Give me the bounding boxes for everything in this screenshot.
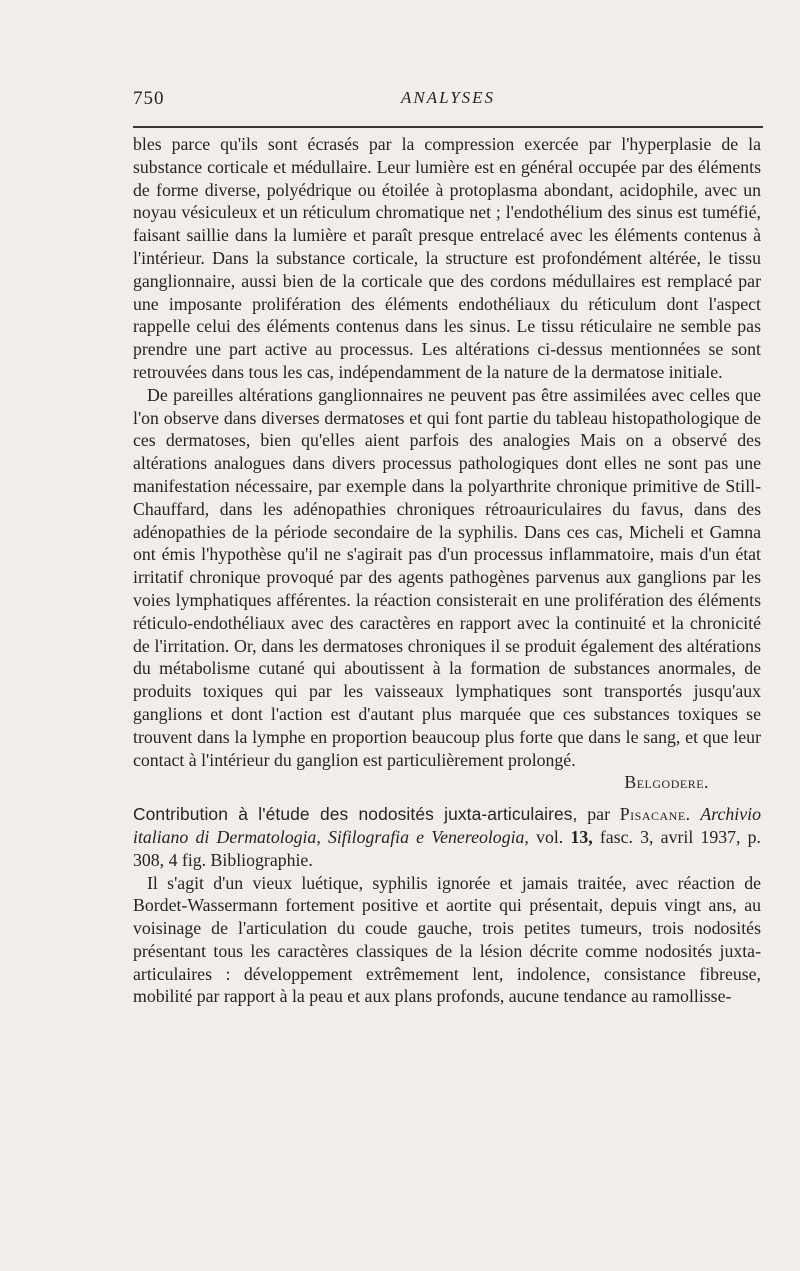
volume-label: vol. <box>536 826 564 847</box>
article-author: Pisacane. <box>619 804 691 825</box>
article-paragraph-1: Il s'agit d'un vieux luétique, syphilis ignorée et jamais traitée, avec réaction de Bordet-Wassermann fortement positive et aortite qui présentait, depuis vingt ans, au voisinage de l'articulation du coude gauche, trois petites tumeurs, trois nodosités présentant tous les caractères classiques de la lésion décrite comme nodosités juxta-articulaires : développement extrêmement lent, indolence, consistance fibreuse, mobilité par rapport à la peau et aux plans profonds, aucune tendance au ramollisse- <box>133 872 761 1007</box>
page-number: 750 <box>133 88 165 109</box>
header-rule <box>133 126 763 128</box>
article-heading <box>133 803 761 871</box>
running-title: ANALYSES <box>400 88 496 107</box>
citation-details: fasc. 3, avril 1937, p. 308, 4 fig. Bibliographie. <box>133 826 761 870</box>
reviewer-signature: Belgodere. <box>624 772 709 793</box>
volume-number: 13, <box>570 826 593 847</box>
article-title: Contribution à l'étude des nodosités juxta-articulaires, <box>133 804 578 825</box>
journal-name: Archivio italiano di Dermatologia, Sifilografia e Venereologia, <box>133 804 761 847</box>
previous-review-paragraph-2: De pareilles altérations ganglionnaires ne peuvent pas être assimilées avec celles que l'on observe dans diverses dermatoses et qui font partie du tableau histopathologique de ces dermatoses, bien qu'elles aient parfois des analogies Mais on a observé des altérations analogues dans divers processus pathologiques dont elles ne sont pas une manifestation nécessaire, par exemple dans la polyarthrite chronique primitive de Still-Chauffard, dans les adénopathies chroniques rétroauriculaires du favus, dans des adénopathies de la période secondaire de la syphilis. Dans ces cas, Micheli et Gamna ont émis l'hypothèse qu'il ne s'agirait pas d'un processus inflammatoire, mais d'un état irritatif chronique provoqué par des agents pathogènes parvenus aux ganglions par les voies lymphatiques afférentes. la réaction consisterait en une prolifération des éléments réticulo-endothéliaux avec des caractères en rapport avec la continuité et la chronicité de l'irritation. Or, dans les dermatoses chroniques il se produit également des altérations du métabolisme cutané qui aboutissent à la formation de substances anormales, de produits toxiques qui par les vaisseaux lymphatiques sont transportés jusqu'aux ganglions et dont l'action est d'autant plus marquée que ces substances toxiques se trouvent dans la lymphe en proportion beaucoup plus forte que dans le sang, et que leur contact à l'intérieur du ganglion est particulièrement prolongé. <box>133 384 761 770</box>
signature-line <box>133 771 761 794</box>
article-by: par <box>587 804 610 825</box>
previous-review-paragraph-1: bles parce qu'ils sont écrasés par la compression exercée par l'hyperplasie de la substance corticale et médullaire. Leur lumière est en général occupée par des éléments de forme diverse, polyédrique ou étoilée à protoplasma abondant, acidophile, avec un noyau vésiculeux et un réticulum chromatique net ; l'endothélium des sinus est tuméfié, faisant saillie dans la lumière et paraît presque entrelacé avec les éléments contenus à l'intérieur. Dans la substance corticale, la structure est profondément altérée, le tissu ganglionnaire, aussi bien de la corticale que des cordons médullaires est remplacé par une imposante prolifération des éléments endothéliaux du réticulum dont l'aspect rappelle celui des éléments contenus dans les sinus. Le tissu réticulaire ne semble pas prendre une part active au processus. Les altérations ci-dessus mentionnées se sont retrouvées dans tous les cas, indépendamment de la nature de la dermatose initiale. <box>133 134 761 382</box>
page-body <box>133 133 761 1008</box>
page-header <box>133 88 763 112</box>
